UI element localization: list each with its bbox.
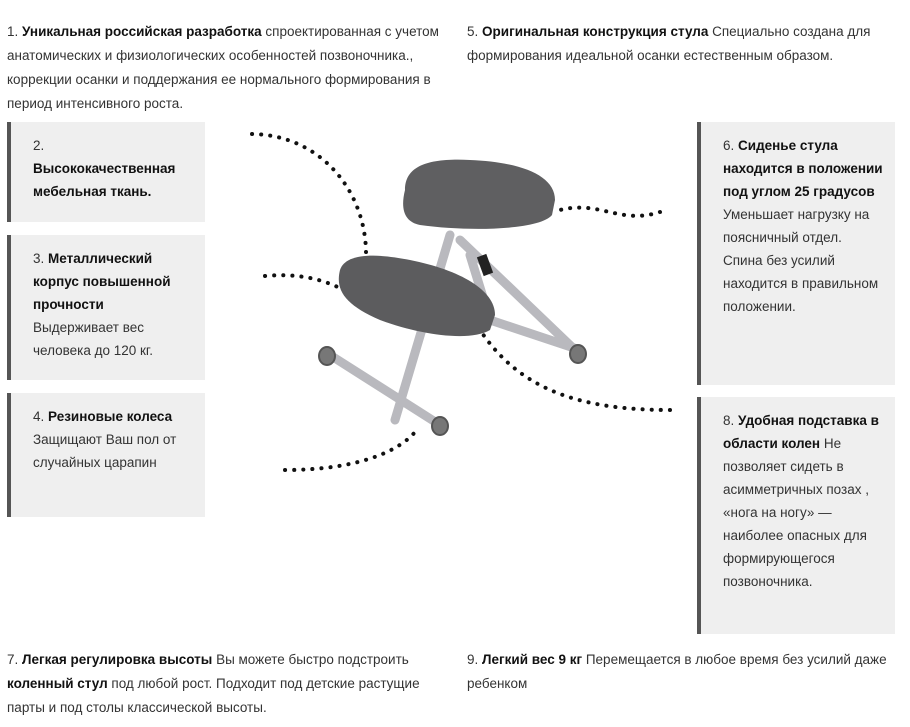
feature-text: Не позволяет сидеть в асимметричных позах , «нога на ногу» — наиболее опасных для формирующегося позвоночника. bbox=[723, 436, 869, 589]
feature-text: Специально создана для формирования идеальной осанки естественным образом. bbox=[467, 24, 871, 63]
feature-text: под любой рост. Подходит под детские растущие парты и под столы классической высоты. bbox=[7, 676, 420, 715]
pointer-fabric bbox=[252, 134, 366, 252]
feature-title: Оригинальная конструкция стула bbox=[482, 24, 709, 39]
feature-number: 8. bbox=[723, 413, 735, 428]
feature-title: Удобная подставка в области колен bbox=[723, 413, 879, 451]
feature-text: Выдерживает вес человека до 120 кг. bbox=[33, 320, 153, 358]
wheels bbox=[319, 345, 586, 435]
feature-number: 7. bbox=[7, 652, 19, 667]
feature-title: Сиденье стула находится в положении под углом 25 градусов bbox=[723, 138, 883, 199]
feature-title: Металлический корпус повышенной прочности bbox=[33, 251, 171, 312]
pointer-wheels bbox=[285, 432, 415, 470]
feature-number: 9. bbox=[467, 652, 479, 667]
feature-text: Уменьшает нагрузку на поясничный отдел. Спина без усилий находится в правильном положении. bbox=[723, 207, 879, 314]
feature-number: 5. bbox=[467, 24, 479, 39]
wheel-icon bbox=[319, 347, 335, 365]
feature-number: 1. bbox=[7, 24, 19, 39]
feature-number: 3. bbox=[33, 251, 45, 266]
pointer-seat bbox=[560, 208, 660, 216]
feature-text: Защищают Ваш пол от случайных царапин bbox=[33, 432, 177, 470]
feature-text: Вы можете быстро подстроить bbox=[212, 652, 409, 667]
seat-cushion bbox=[403, 160, 555, 229]
feature-title: Легкая регулировка высоты bbox=[22, 652, 213, 667]
feature-number: 4. bbox=[33, 409, 45, 424]
feature-title: коленный стул bbox=[7, 676, 108, 691]
feature-title: Уникальная российская разработка bbox=[22, 24, 262, 39]
feature-title: Резиновые колеса bbox=[48, 409, 173, 424]
feature-text: Перемещается в любое время без усилий даже ребенком bbox=[467, 652, 887, 691]
pointer-knee bbox=[480, 330, 670, 410]
wheel-icon bbox=[570, 345, 586, 363]
feature-number: 6. bbox=[723, 138, 735, 153]
feature-title: Высококачественная мебельная ткань. bbox=[33, 161, 176, 199]
feature-text: спроектированная с учетом анатомических и физиологических особенностей позвоночника., коррекции осанки и поддержания ее нормального формирования в период интенсивного роста. bbox=[7, 24, 439, 111]
feature-number: 2. bbox=[33, 138, 45, 153]
wheel-icon bbox=[432, 417, 448, 435]
feature-title: Легкий вес 9 кг bbox=[482, 652, 583, 667]
